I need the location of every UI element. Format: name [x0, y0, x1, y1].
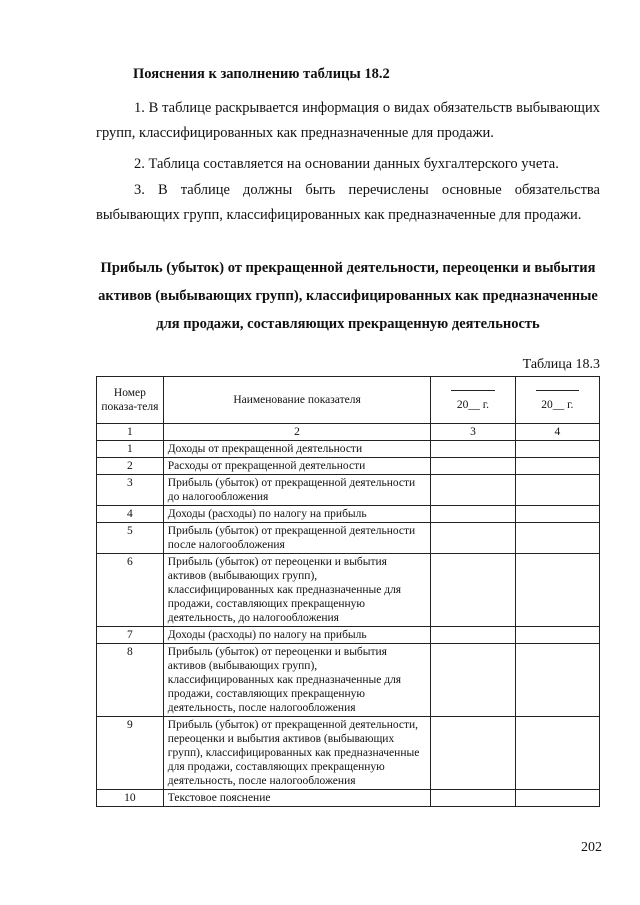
table-row — [97, 441, 600, 458]
note-1: 1. В таблице раскрывается информация о видах обязательств выбывающих групп, классифицированных как предназначенные для продажи. — [96, 100, 600, 141]
row-number: 6 — [97, 554, 164, 627]
column-number-1: 1 — [97, 424, 164, 441]
table-row — [97, 644, 600, 717]
data-table — [96, 376, 600, 807]
row-number: 10 — [97, 790, 164, 807]
row-number: 2 — [97, 458, 164, 475]
row-name: Доходы (расходы) по налогу на прибыль — [163, 506, 431, 523]
row-value-year-1 — [431, 790, 515, 807]
table-body — [97, 441, 600, 807]
note-3: 3. В таблице должны быть перечислены основные обязательства выбывающих групп, классифицированных как предназначенные для продажи. — [96, 182, 600, 223]
table-row — [97, 790, 600, 807]
row-name: Прибыль (убыток) от прекращенной деятельности до налогообложения — [163, 475, 431, 506]
row-value-year-2 — [515, 717, 599, 790]
column-number-2: 2 — [163, 424, 431, 441]
row-number: 5 — [97, 523, 164, 554]
column-number-3: 3 — [431, 424, 515, 441]
row-value-year-2 — [515, 523, 599, 554]
row-value-year-2 — [515, 506, 599, 523]
table-row — [97, 627, 600, 644]
row-name: Прибыль (убыток) от прекращенной деятельности, переоценки и выбытия активов (выбывающих групп), классифицированных как предназначенные для продажи, составляющих прекращенную деятельность, после налогообложения — [163, 717, 431, 790]
table-row — [97, 475, 600, 506]
header-number: Номер показа-теля — [97, 377, 164, 424]
row-value-year-2 — [515, 458, 599, 475]
page-number: 202 — [581, 840, 602, 855]
row-value-year-2 — [515, 441, 599, 458]
row-value-year-2 — [515, 554, 599, 627]
row-value-year-1 — [431, 717, 515, 790]
row-value-year-1 — [431, 554, 515, 627]
table-row — [97, 523, 600, 554]
row-number: 8 — [97, 644, 164, 717]
header-year-1: 20__ г. — [431, 377, 515, 424]
row-value-year-1 — [431, 627, 515, 644]
section-heading: Пояснения к заполнению таблицы 18.2 — [133, 66, 390, 82]
row-number: 7 — [97, 627, 164, 644]
row-name: Прибыль (убыток) от переоценки и выбытия активов (выбывающих групп), классифицированных как предназначенные для продажи, составляющих прекращенную деятельность, после налогообложения — [163, 644, 431, 717]
row-name: Доходы (расходы) по налогу на прибыль — [163, 627, 431, 644]
row-name: Текстовое пояснение — [163, 790, 431, 807]
row-value-year-1 — [431, 475, 515, 506]
row-number: 9 — [97, 717, 164, 790]
row-value-year-1 — [431, 644, 515, 717]
row-name: Расходы от прекращенной деятельности — [163, 458, 431, 475]
row-value-year-1 — [431, 458, 515, 475]
row-number: 1 — [97, 441, 164, 458]
row-value-year-1 — [431, 506, 515, 523]
row-value-year-1 — [431, 523, 515, 554]
table-label: Таблица 18.3 — [522, 357, 600, 372]
table-row — [97, 506, 600, 523]
row-name: Прибыль (убыток) от прекращенной деятельности после налогообложения — [163, 523, 431, 554]
note-2: 2. Таблица составляется на основании данных бухгалтерского учета. — [134, 156, 559, 172]
row-value-year-1 — [431, 441, 515, 458]
table-title: Прибыль (убыток) от прекращенной деятельности, переоценки и выбытия активов (выбывающих групп), классифицированных как предназначенные для продажи, составляющих прекращенную деятельность — [98, 260, 598, 332]
header-name: Наименование показателя — [163, 377, 431, 424]
table-row — [97, 458, 600, 475]
table-row — [97, 554, 600, 627]
table-row — [97, 717, 600, 790]
row-value-year-2 — [515, 644, 599, 717]
row-number: 3 — [97, 475, 164, 506]
row-value-year-2 — [515, 627, 599, 644]
row-value-year-2 — [515, 475, 599, 506]
row-name: Доходы от прекращенной деятельности — [163, 441, 431, 458]
row-value-year-2 — [515, 790, 599, 807]
header-year-2: 20__ г. — [515, 377, 599, 424]
row-number: 4 — [97, 506, 164, 523]
column-number-4: 4 — [515, 424, 599, 441]
row-name: Прибыль (убыток) от переоценки и выбытия активов (выбывающих групп), классифицированных как предназначенные для продажи, составляющих прекращенную деятельность, до налогообложения — [163, 554, 431, 627]
